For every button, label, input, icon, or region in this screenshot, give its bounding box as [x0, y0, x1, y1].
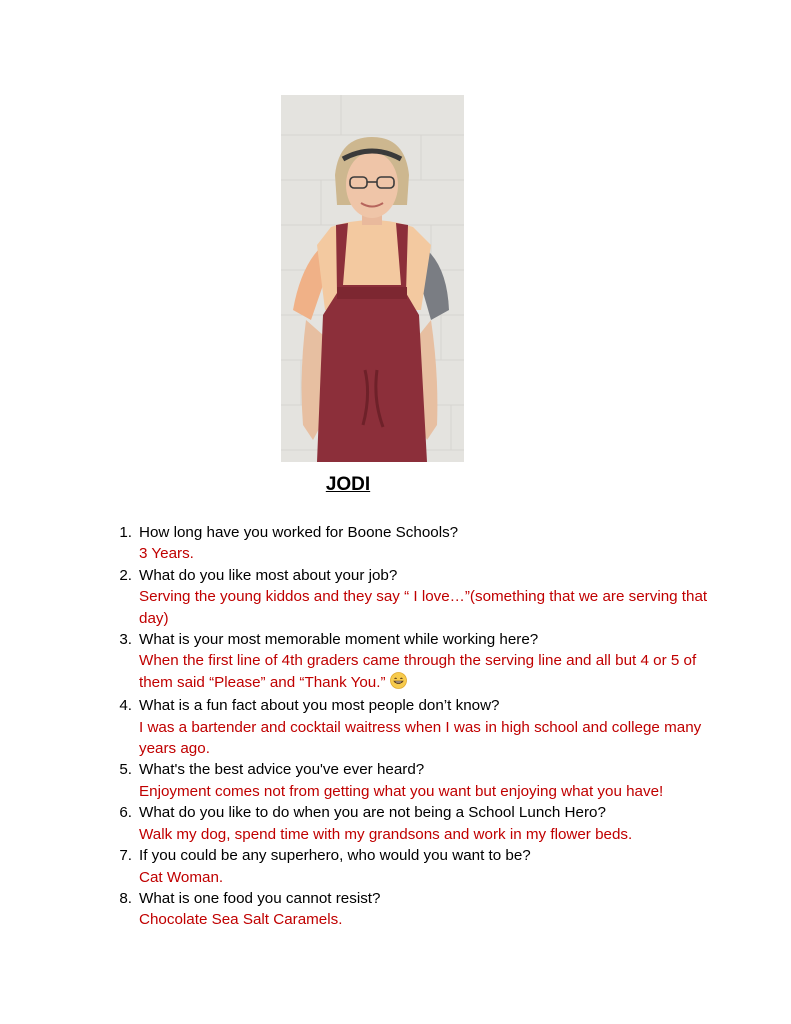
question-text: What is your most memorable moment while working here?	[139, 631, 539, 649]
question-text: What do you like most about your job?	[139, 566, 398, 584]
person-name: JODI	[325, 474, 371, 495]
answer-text: I was a bartender and cocktail waitress when I was in high school and college many years ago.	[139, 718, 702, 758]
question-text: How long have you worked for Boone Schools?	[139, 524, 459, 541]
list-item	[110, 845, 730, 888]
list-item	[110, 629, 730, 695]
answer-text: Enjoyment comes not from getting what you want but enjoying what you have!	[139, 782, 664, 800]
item-number: 4.	[119, 697, 132, 715]
item-number: 8.	[119, 889, 132, 907]
portrait-image	[281, 95, 464, 462]
portrait-photo	[281, 95, 464, 462]
item-number: 1.	[119, 524, 132, 541]
answer-text: Walk my dog, spend time with my grandsons and work in my flower beds.	[139, 825, 633, 843]
item-number: 6.	[119, 804, 132, 822]
question-text: If you could be any superhero, who would you want to be?	[139, 847, 531, 865]
questionnaire-list	[110, 522, 730, 931]
list-item	[110, 802, 730, 845]
grinning-face-icon	[390, 672, 407, 695]
question-text: What's the best advice you've ever heard?	[139, 761, 425, 779]
question-text: What do you like to do when you are not being a School Lunch Hero?	[139, 804, 606, 822]
answer-text: 3 Years.	[139, 545, 194, 563]
item-number: 3.	[119, 631, 132, 649]
item-number: 7.	[119, 847, 132, 865]
answer-block	[139, 650, 730, 695]
item-number: 5.	[119, 761, 132, 779]
list-item	[110, 522, 730, 565]
list-item	[110, 695, 730, 759]
question-text: What is a fun fact about you most people don’t know?	[139, 697, 500, 715]
answer-text: Serving the young kiddos and they say “ I love…”(something that we are serving that day)	[139, 588, 708, 627]
answer-text: When the first line of 4th graders came through the serving line and all but 4 or 5 of them said “Please” and “Thank You.”	[139, 652, 697, 691]
answer-text: Cat Woman.	[139, 868, 224, 886]
list-item	[110, 565, 730, 629]
question-text: What is one food you cannot resist?	[139, 889, 381, 907]
list-item	[110, 888, 730, 931]
answer-text: Chocolate Sea Salt Caramels.	[139, 911, 343, 929]
item-number: 2.	[119, 566, 132, 584]
list-item	[110, 759, 730, 802]
